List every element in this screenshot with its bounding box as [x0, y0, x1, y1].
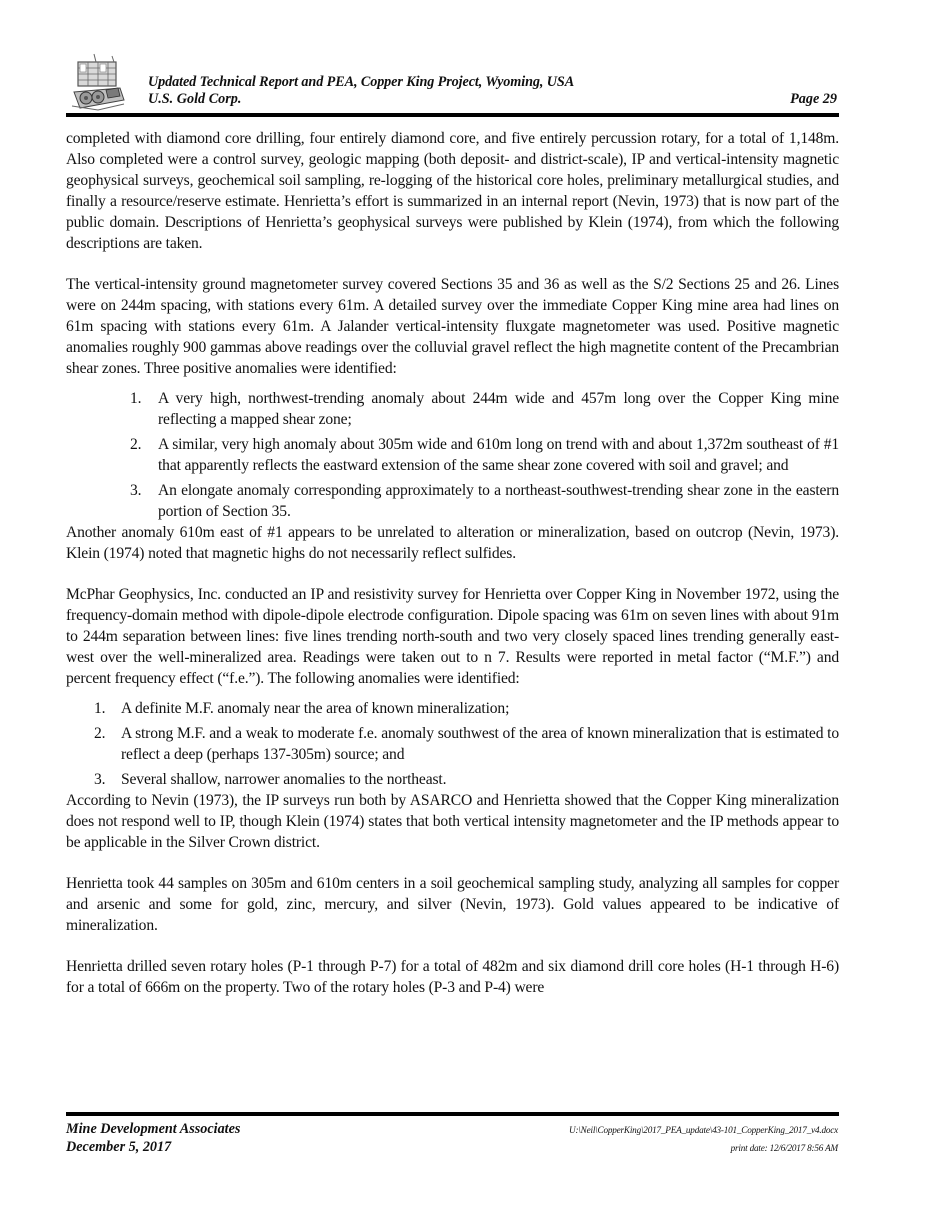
list-item-number: 1. [130, 390, 142, 407]
paragraph-other-anomaly: Another anomaly 610m east of #1 appears to be unrelated to alteration or mineralization, based on outcrop (Nevin, 1973). Klein (1974) noted that magnetic highs do not necessarily reflect sulfides. [66, 524, 839, 562]
footer-date: December 5, 2017 [66, 1139, 172, 1155]
page-header [66, 52, 839, 114]
paragraph-ip-survey: McPhar Geophysics, Inc. conducted an IP and resistivity survey for Henrietta over Copper King in November 1972, using the frequency-domain method with dipole-dipole electrode configuration. Dipole spacing was 61m on seven lines with about 91m to 244m separation between lines: five lines trending north-south and two very closely spaced lines trending generally east-west over the well-mineralized area. Readings were taken out to n 7. Results were reported in metal factor (“M.F.”) and percent frequency effect (“f.e.”). The following anomalies were identified: [66, 586, 839, 687]
mining-equipment-logo-icon [68, 52, 130, 112]
ip-anomalies-list [94, 697, 839, 790]
page-number: Page 29 [790, 91, 837, 107]
list-item [94, 769, 839, 790]
list-item-number: 3. [94, 771, 106, 788]
paragraph-soil-sampling: Henrietta took 44 samples on 305m and 610m centers in a soil geochemical sampling study, analyzing all samples for copper and arsenic and some for gold, zinc, mercury, and silver (Nevin, 1973). Gold values appeared to be indicative of mineralization. [66, 875, 839, 934]
list-item-text: A very high, northwest-trending anomaly about 244m wide and 457m long over the Copper King mine reflecting a mapped shear zone; [158, 390, 839, 428]
footer-company: Mine Development Associates [66, 1121, 241, 1137]
list-item-text: A strong M.F. and a weak to moderate f.e. anomaly southwest of the area of known mineralization that is estimated to reflect a deep (perhaps 137-305m) source; and [121, 725, 839, 763]
list-item-text: Several shallow, narrower anomalies to the northeast. [121, 771, 447, 788]
list-item [130, 434, 839, 476]
list-item [94, 723, 839, 765]
footer-file-path: U:\Neil\CopperKing\2017_PEA_update\43-101_CopperKing_2017_v4.docx [569, 1125, 838, 1135]
page-body [66, 128, 839, 998]
list-item-number: 2. [130, 436, 142, 453]
footer-print-date: print date: 12/6/2017 8:56 AM [730, 1143, 838, 1153]
list-item-number: 3. [130, 482, 142, 499]
list-item [94, 698, 839, 719]
list-item-text: A similar, very high anomaly about 305m wide and 610m long on trend with and about 1,372m southeast of #1 that apparently reflects the eastward extension of the same shear zone covered with soil and gravel; and [158, 436, 839, 474]
footer-divider [66, 1112, 839, 1116]
list-item [130, 388, 839, 430]
paragraph-henrietta-summary: completed with diamond core drilling, four entirely diamond core, and five entirely percussion rotary, for a total of 1,148m. Also completed were a control survey, geologic mapping (both deposit- and district-scale), IP and vertical-intensity magnetic geophysical surveys, geochemical soil sampling, re-logging of the historical core holes, preliminary metallurgical studies, and finally a resource/reserve estimate. Henrietta’s effort is summarized in an internal report (Nevin, 1973) that is now part of the public domain. Descriptions of Henrietta’s geophysical surveys were published by Klein (1974), from which the following descriptions are taken. [66, 130, 839, 252]
paragraph-ip-response: According to Nevin (1973), the IP surveys run both by ASARCO and Henrietta showed that the Copper King mineralization does not respond well to IP, though Klein (1974) states that both vertical intensity magnetometer and the IP methods appear to be applicable in the Silver Crown district. [66, 792, 839, 851]
paragraph-magnetometer-survey: The vertical-intensity ground magnetometer survey covered Sections 35 and 36 as well as the S/2 Sections 25 and 26. Lines were on 244m spacing, with stations every 61m. A detailed survey over the immediate Copper King mine area had lines on 61m spacing with stations every 61m. A Jalander vertical-intensity fluxgate magnetometer was used. Positive magnetic anomalies roughly 900 gammas above readings over the colluvial gravel reflect the high magnetite content of the Precambrian shear zones. Three positive anomalies were identified: [66, 276, 839, 377]
header-divider [66, 113, 839, 117]
paragraph-drilling: Henrietta drilled seven rotary holes (P-1 through P-7) for a total of 482m and six diamond drill core holes (H-1 through H-6) for a total of 666m on the property. Two of the rotary holes (P-3 and P-4) were [66, 958, 839, 996]
list-item-text: A definite M.F. anomaly near the area of known mineralization; [121, 700, 510, 717]
list-item [130, 480, 839, 522]
company-name: U.S. Gold Corp. [148, 91, 242, 107]
list-item-number: 1. [94, 700, 106, 717]
list-item-text: An elongate anomaly corresponding approximately to a northeast-southwest-trending shear zone in the eastern portion of Section 35. [158, 482, 839, 520]
report-title: Updated Technical Report and PEA, Copper King Project, Wyoming, USA [148, 74, 575, 90]
list-item-number: 2. [94, 725, 106, 742]
magnetic-anomalies-list [130, 387, 839, 522]
